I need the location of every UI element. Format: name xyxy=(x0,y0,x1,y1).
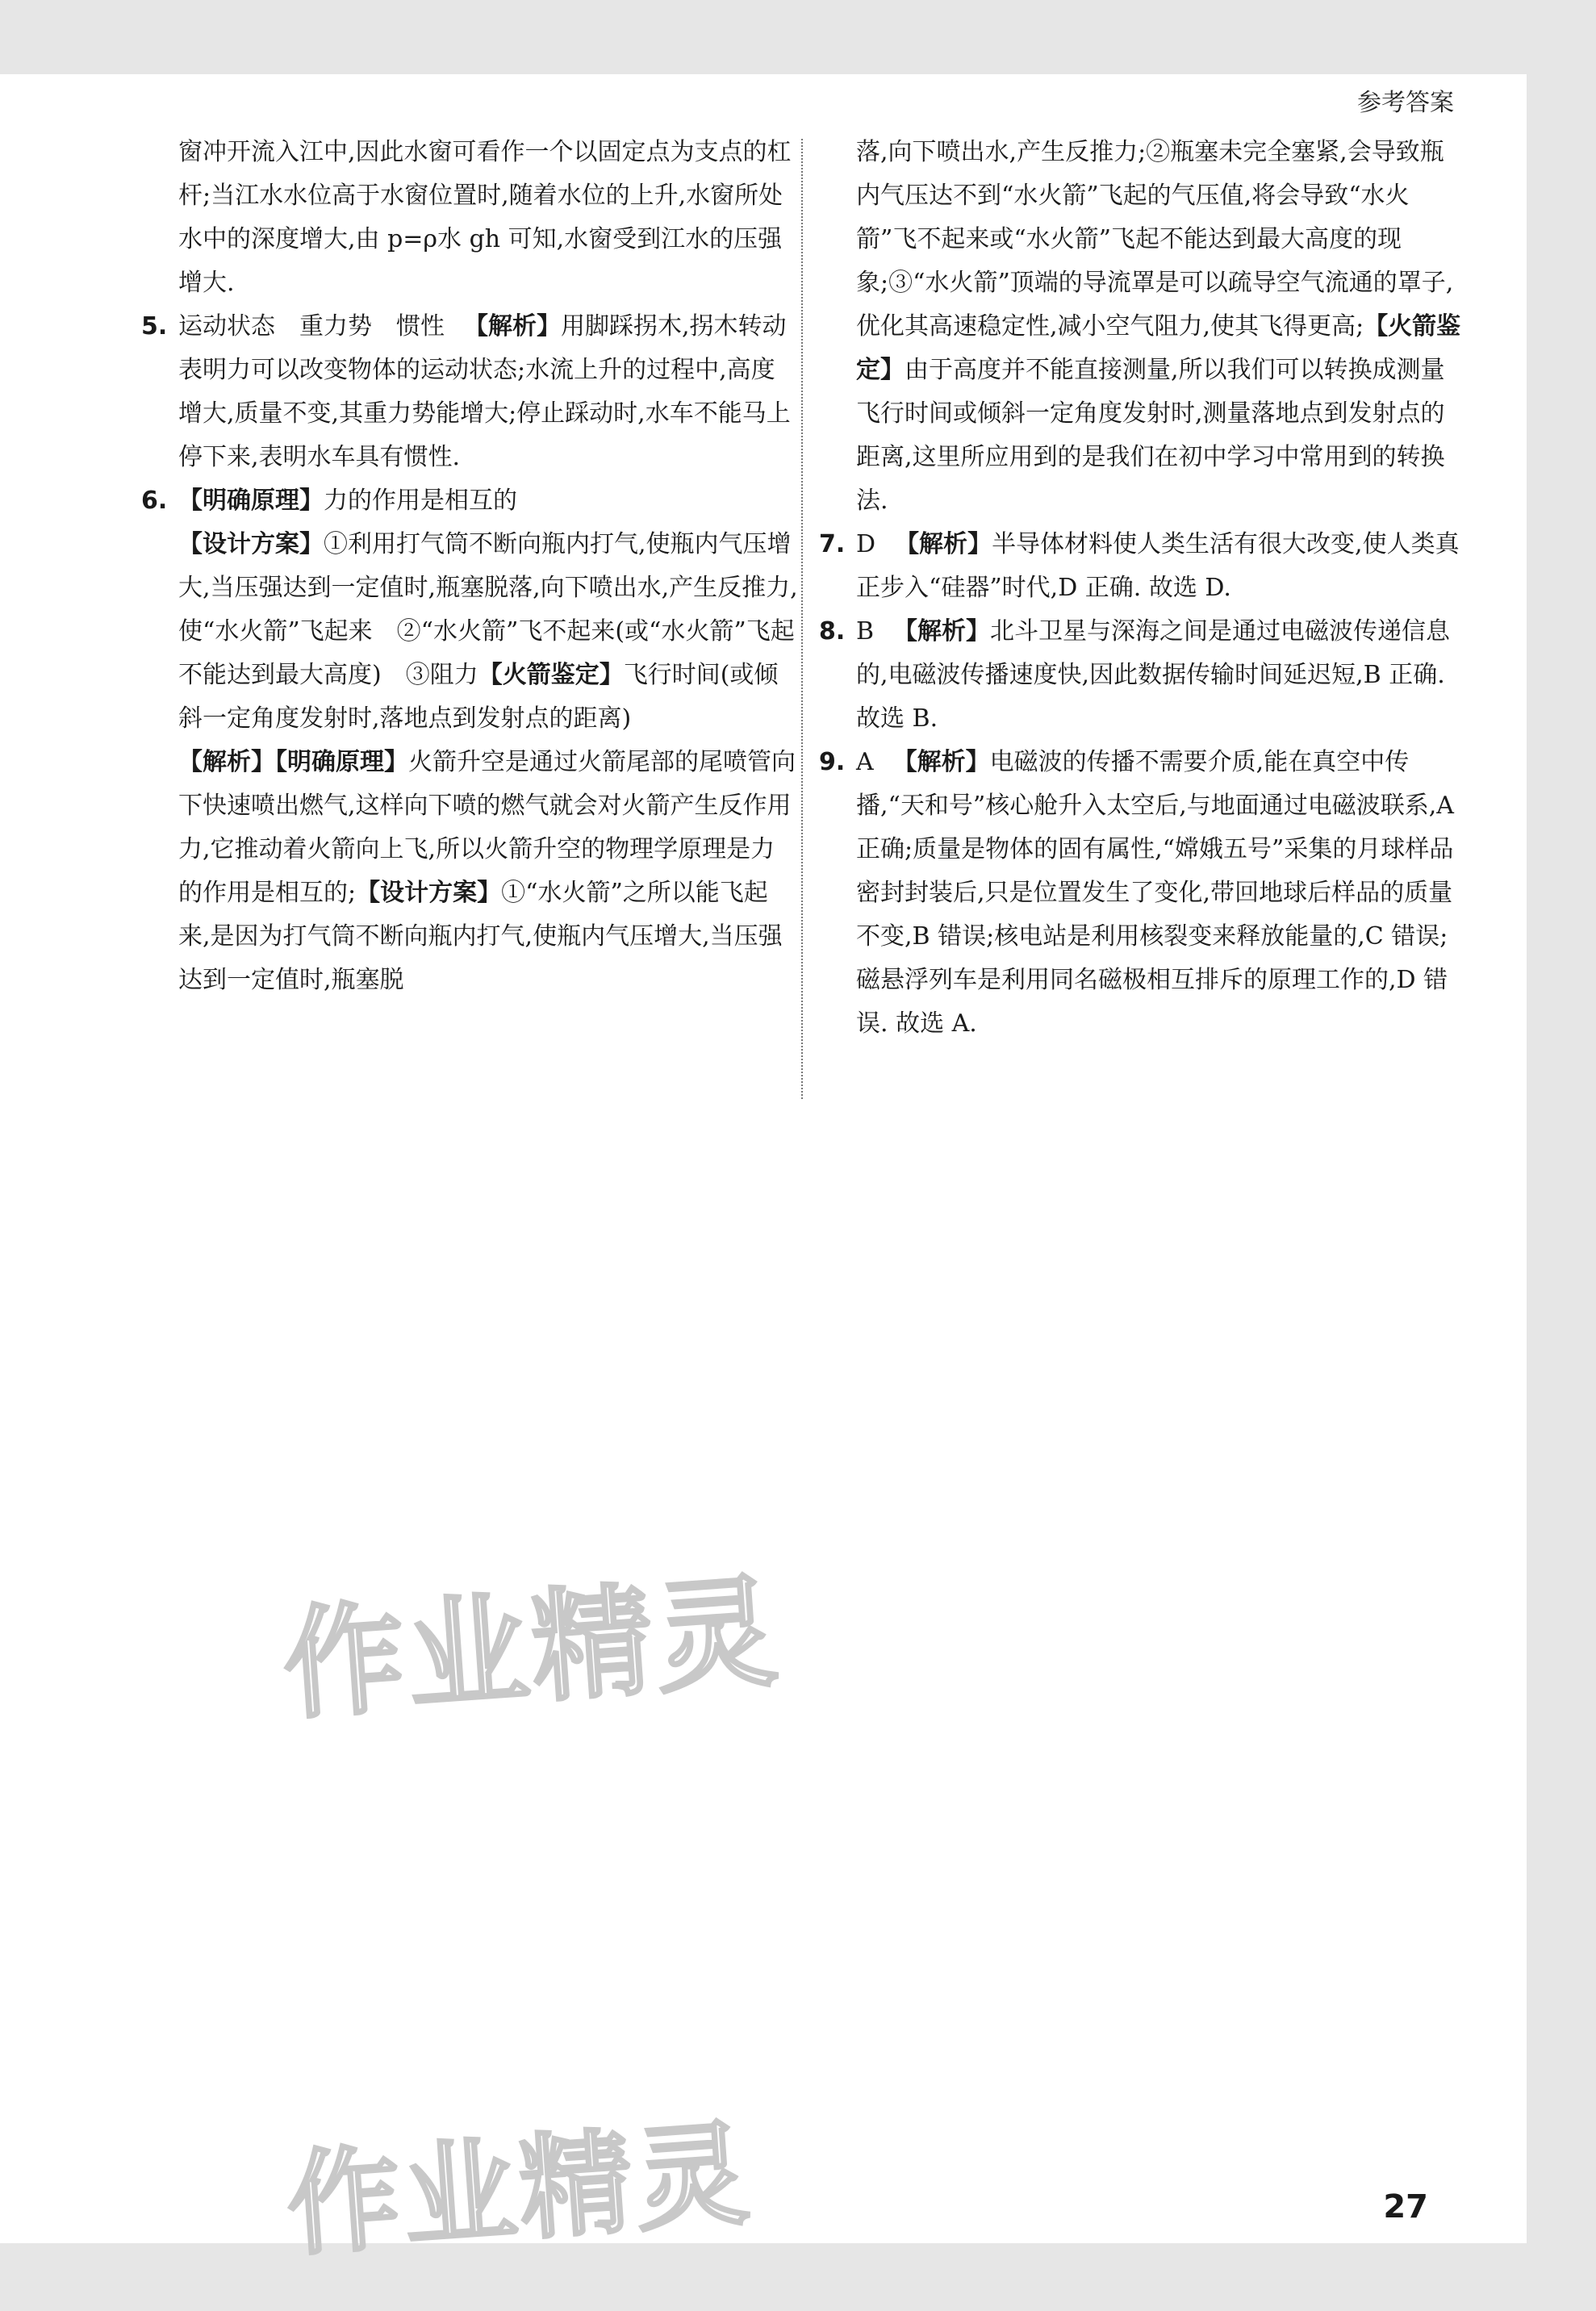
question-9 xyxy=(819,741,1464,1046)
principle-text: 力的作用是相互的 xyxy=(324,487,517,515)
header-label: 参考答案 xyxy=(1357,89,1454,117)
evaluation-text: 飞行时间(或倾斜一定角度发射时,落地点到发射点的距离) xyxy=(178,661,779,733)
analysis-text: 半导体材料使人类生活有很大改变,使人类真正步入“硅器”时代,D 正确. 故选 D. xyxy=(856,530,1460,602)
continued-text: 窗冲开流入江中,因此水窗可看作一个以固定点为支点的杠杆;当江水水位高于水窗位置时,随着水位的上升,水窗所处水中的深度增大,由 p=ρ水 gh 可知,水窗受到江水的压强增大. xyxy=(178,138,792,297)
answer: 运动状态 重力势 惯性 xyxy=(178,312,445,341)
answer-page xyxy=(0,74,1527,2272)
question-6 xyxy=(141,479,799,523)
question-number: 8. xyxy=(819,617,846,646)
page-number: 27 xyxy=(1383,2188,1428,2225)
continued-text xyxy=(819,131,1464,523)
column-divider xyxy=(801,139,803,1099)
evaluation-tag: 【火箭鉴定】 xyxy=(478,661,624,689)
question-number: 9. xyxy=(819,748,846,776)
question-8 xyxy=(819,610,1464,741)
analysis-text: 火箭升空是通过火箭尾部的尾喷管向下快速喷出燃气,这样向下喷的燃气就会对火箭产生反作用力,它推动着火箭向上飞,所以火箭升空的物理学原理是力的作用是相互的; xyxy=(178,748,796,907)
continued-text-part1: 落,向下喷出水,产生反推力;②瓶塞未完全塞紧,会导致瓶内气压达不到“水火箭”飞起的气压值,将会导致“水火箭”飞不起来或“水火箭”飞起不能达到最大高度的现象;③“水火箭”顶端的导流罩是可以疏导空气流通的罩子,优化其高速稳定性,减小空气阻力,使其飞得更高; xyxy=(856,138,1454,341)
left-column xyxy=(141,131,799,1002)
design-tag: 【设计方案】 xyxy=(356,879,502,907)
continued-text-part2: 由于高度并不能直接测量,所以我们可以转换成测量飞行时间或倾斜一定角度发射时,测量落地点到发射点的距离,这里所应用到的是我们在初中学习中常用到的转换法. xyxy=(856,356,1445,515)
design-analysis-text: ①“水火箭”之所以能飞起来,是因为打气筒不断向瓶内打气,使瓶内气压增大,当压强达到一定值时,瓶塞脱 xyxy=(178,879,783,994)
analysis-tag: 【解析】 xyxy=(892,748,990,776)
design-text: ①利用打气筒不断向瓶内打气,使瓶内气压增大,当压强达到一定值时,瓶塞脱落,向下喷出水,产生反推力,使“水火箭”飞起来 ②“水火箭”飞不起来(或“水火箭”飞起不能达到最大高度) ③阻力 xyxy=(178,530,798,689)
analysis-tag: 【解析】 xyxy=(893,617,991,646)
analysis-text: 电磁波的传播不需要介质,能在真空中传播,“天和号”核心舱升入太空后,与地面通过电磁波联系,A 正确;质量是物体的固有属性,“嫦娥五号”采集的月球样品密封封装后,只是位置发生了变化,带回地球后样品的质量不变,B 错误;核电站是利用核裂变来释放能量的,C 错误;磁悬浮列车是利用同名磁极相互排斥的原理工作的,D 错误. 故选 A. xyxy=(856,748,1454,1038)
question-number: 6. xyxy=(141,487,168,515)
answer: D xyxy=(856,530,876,558)
analysis xyxy=(141,741,799,1002)
question-number: 5. xyxy=(141,312,168,341)
question-number: 7. xyxy=(819,530,846,558)
analysis-tag: 【解析】 xyxy=(895,530,992,558)
design-plan xyxy=(141,523,799,741)
question-5 xyxy=(141,305,799,479)
right-column xyxy=(819,131,1464,1046)
watermark-logo: 作业精灵 xyxy=(282,2108,756,2272)
analysis-tag: 【解析】 xyxy=(464,312,561,341)
answer: A xyxy=(856,748,874,776)
design-tag: 【设计方案】 xyxy=(178,530,324,558)
watermark-logo: 作业精灵 xyxy=(278,1561,785,1737)
analysis-text: 北斗卫星与深海之间是通过电磁波传递信息的,电磁波传播速度快,因此数据传输时间延迟短,B 正确. 故选 B. xyxy=(856,617,1451,733)
question-7 xyxy=(819,523,1464,610)
analysis-tag: 【解析】【明确原理】 xyxy=(178,748,408,776)
principle-tag: 【明确原理】 xyxy=(178,487,324,515)
answer: B xyxy=(856,617,875,646)
evaluation-tag: 【火箭鉴定】 xyxy=(856,312,1461,384)
analysis-text: 用脚踩拐木,拐木转动表明力可以改变物体的运动状态;水流上升的过程中,高度增大,质量不变,其重力势能增大;停止踩动时,水车不能马上停下来,表明水车具有惯性. xyxy=(178,312,791,471)
